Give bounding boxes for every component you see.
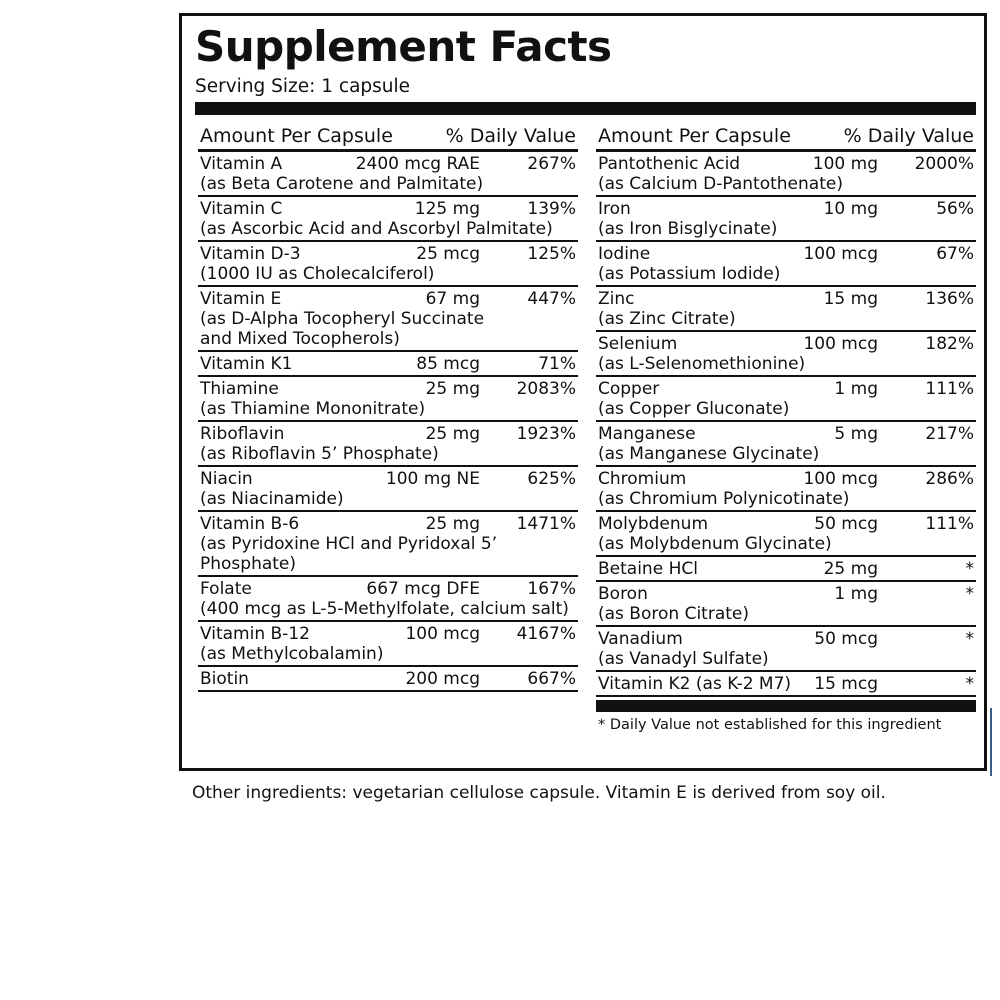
nutrient-amount: 15 mg <box>823 289 878 309</box>
nutrient-amount: 100 mg <box>812 154 878 174</box>
nutrient-daily-value: * <box>965 559 974 579</box>
nutrient-name: Zinc <box>598 289 635 309</box>
nutrient-daily-value: 125% <box>527 244 576 264</box>
nutrient-source: (as Molybdenum Glycinate) <box>598 534 832 554</box>
nutrient-row <box>596 467 976 512</box>
nutrient-name: Copper <box>598 379 660 399</box>
nutrient-source: (as Boron Citrate) <box>598 604 749 624</box>
nutrient-daily-value: 167% <box>527 579 576 599</box>
nutrient-line <box>200 289 576 309</box>
nutrient-daily-value: 4167% <box>516 624 576 644</box>
daily-value-header: % Daily Value <box>445 124 576 147</box>
nutrient-source: (as Pyridoxine HCl and Pyridoxal 5’ <box>200 534 498 554</box>
nutrient-amount: 85 mcg <box>416 354 480 374</box>
nutrient-name: Selenium <box>598 334 678 354</box>
nutrient-daily-value: 447% <box>527 289 576 309</box>
nutrient-line <box>200 354 576 374</box>
nutrient-source: (as L-Selenomethionine) <box>598 354 806 374</box>
nutrient-daily-value: 182% <box>925 334 974 354</box>
nutrient-daily-value: * <box>965 584 974 604</box>
nutrient-line <box>598 469 974 489</box>
nutrient-line <box>200 154 576 174</box>
nutrient-name: Thiamine <box>200 379 279 399</box>
right-rows <box>596 152 976 697</box>
nutrient-row <box>596 672 976 697</box>
nutrient-source: (as Niacinamide) <box>200 489 344 509</box>
nutrient-row <box>596 242 976 287</box>
column-header <box>596 122 976 152</box>
nutrient-amount: 125 mg <box>414 199 480 219</box>
nutrient-row <box>198 667 578 692</box>
nutrient-row <box>198 152 578 197</box>
nutrient-source: (as Copper Gluconate) <box>598 399 790 419</box>
nutrient-name: Chromium <box>598 469 687 489</box>
nutrient-line <box>200 199 576 219</box>
nutrient-amount: 100 mcg <box>405 624 480 644</box>
nutrient-line <box>200 514 576 534</box>
nutrient-name: Vitamin B-6 <box>200 514 300 534</box>
nutrient-row <box>596 287 976 332</box>
nutrient-name: Riboflavin <box>200 424 285 444</box>
nutrient-daily-value: 71% <box>538 354 576 374</box>
column-header <box>198 122 578 152</box>
nutrient-line <box>598 199 974 219</box>
nutrient-name: Boron <box>598 584 648 604</box>
nutrient-name: Vitamin K1 <box>200 354 293 374</box>
nutrient-name: Biotin <box>200 669 249 689</box>
nutrient-amount: 50 mcg <box>814 514 878 534</box>
nutrient-amount: 25 mcg <box>416 244 480 264</box>
nutrient-row <box>596 152 976 197</box>
nutrient-amount: 15 mcg <box>814 674 878 694</box>
nutrient-line <box>598 244 974 264</box>
nutrient-daily-value: 625% <box>527 469 576 489</box>
nutrient-line <box>200 244 576 264</box>
nutrient-name: Iron <box>598 199 631 219</box>
amount-header: Amount Per Capsule <box>598 124 791 147</box>
nutrient-daily-value: 1471% <box>516 514 576 534</box>
nutrient-amount: 100 mg NE <box>385 469 480 489</box>
nutrient-row <box>596 332 976 377</box>
nutrient-amount: 2400 mcg RAE <box>355 154 480 174</box>
nutrient-source: (as Ascorbic Acid and Ascorbyl Palmitate) <box>200 219 553 239</box>
nutrient-row <box>596 422 976 467</box>
supplement-facts-panel <box>179 13 987 771</box>
nutrient-daily-value: 267% <box>527 154 576 174</box>
nutrient-name: Manganese <box>598 424 696 444</box>
left-column <box>198 122 578 692</box>
nutrient-row <box>596 582 976 627</box>
nutrient-name: Vitamin C <box>200 199 283 219</box>
amount-header: Amount Per Capsule <box>200 124 393 147</box>
nutrient-row <box>198 512 578 577</box>
nutrient-amount: 1 mg <box>834 379 878 399</box>
nutrient-amount: 100 mcg <box>803 469 878 489</box>
nutrient-line <box>598 559 974 579</box>
nutrient-line <box>598 424 974 444</box>
footer-divider <box>596 700 976 712</box>
nutrient-name: Vitamin A <box>200 154 283 174</box>
nutrient-amount: 200 mcg <box>405 669 480 689</box>
nutrient-row <box>198 377 578 422</box>
panel-title: Supplement Facts <box>195 22 612 71</box>
nutrient-line <box>598 334 974 354</box>
nutrient-row <box>596 197 976 242</box>
nutrient-row <box>198 422 578 467</box>
nutrient-line <box>200 669 576 689</box>
nutrient-daily-value: 111% <box>925 514 974 534</box>
nutrient-daily-value: 56% <box>936 199 974 219</box>
right-column <box>596 122 976 734</box>
nutrient-source: and Mixed Tocopherols) <box>200 329 400 349</box>
nutrient-amount: 100 mcg <box>803 334 878 354</box>
nutrient-daily-value: 667% <box>527 669 576 689</box>
nutrient-daily-value: * <box>965 674 974 694</box>
nutrient-amount: 67 mg <box>425 289 480 309</box>
nutrient-source: (as Beta Carotene and Palmitate) <box>200 174 484 194</box>
nutrient-source: (400 mcg as L-5-Methylfolate, calcium salt) <box>200 599 569 619</box>
nutrient-line <box>200 424 576 444</box>
nutrient-source: (1000 IU as Cholecalciferol) <box>200 264 435 284</box>
nutrient-row <box>198 287 578 352</box>
nutrient-source: (as Zinc Citrate) <box>598 309 736 329</box>
nutrient-source: (as D-Alpha Tocopheryl Succinate <box>200 309 485 329</box>
nutrient-amount: 5 mg <box>834 424 878 444</box>
nutrient-line <box>200 469 576 489</box>
nutrient-row <box>596 377 976 422</box>
daily-value-header: % Daily Value <box>843 124 974 147</box>
nutrient-daily-value: 139% <box>527 199 576 219</box>
nutrient-name: Vanadium <box>598 629 683 649</box>
nutrient-daily-value: * <box>965 629 974 649</box>
nutrient-daily-value: 217% <box>925 424 974 444</box>
nutrient-source: (as Riboflavin 5’ Phosphate) <box>200 444 439 464</box>
nutrient-amount: 100 mcg <box>803 244 878 264</box>
nutrient-name: Betaine HCl <box>598 559 698 579</box>
nutrient-line <box>598 379 974 399</box>
nutrient-daily-value: 111% <box>925 379 974 399</box>
header-divider <box>195 102 976 115</box>
nutrient-line <box>598 289 974 309</box>
nutrient-row <box>596 557 976 582</box>
nutrient-source: (as Chromium Polynicotinate) <box>598 489 850 509</box>
other-ingredients: Other ingredients: vegetarian cellulose capsule. Vitamin E is derived from soy oil. <box>192 783 886 803</box>
nutrient-row <box>198 197 578 242</box>
nutrient-source: (as Thiamine Mononitrate) <box>200 399 426 419</box>
nutrient-amount: 10 mg <box>823 199 878 219</box>
nutrient-name: Pantothenic Acid <box>598 154 741 174</box>
nutrient-name: Iodine <box>598 244 651 264</box>
nutrient-amount: 50 mcg <box>814 629 878 649</box>
nutrient-amount: 25 mg <box>823 559 878 579</box>
nutrient-row <box>198 622 578 667</box>
nutrient-source: (as Vanadyl Sulfate) <box>598 649 769 669</box>
nutrient-name: Folate <box>200 579 252 599</box>
nutrient-line <box>598 629 974 649</box>
nutrient-name: Vitamin K2 (as K-2 M7) <box>598 674 792 694</box>
nutrient-amount: 25 mg <box>425 424 480 444</box>
nutrient-amount: 1 mg <box>834 584 878 604</box>
nutrient-source: Phosphate) <box>200 554 297 574</box>
nutrient-source: (as Potassium Iodide) <box>598 264 781 284</box>
nutrient-name: Niacin <box>200 469 253 489</box>
nutrient-daily-value: 136% <box>925 289 974 309</box>
nutrient-name: Vitamin D-3 <box>200 244 301 264</box>
nutrient-row <box>198 242 578 287</box>
nutrient-row <box>596 627 976 672</box>
nutrient-line <box>598 674 974 694</box>
left-rows <box>198 152 578 692</box>
nutrient-source: (as Calcium D-Pantothenate) <box>598 174 843 194</box>
nutrient-amount: 25 mg <box>425 514 480 534</box>
nutrient-row <box>198 577 578 622</box>
nutrient-row <box>198 467 578 512</box>
nutrient-name: Vitamin E <box>200 289 282 309</box>
edge-fragment <box>990 708 999 776</box>
nutrient-row <box>198 352 578 377</box>
nutrient-daily-value: 67% <box>936 244 974 264</box>
nutrient-line <box>598 154 974 174</box>
nutrient-line <box>598 584 974 604</box>
nutrient-name: Molybdenum <box>598 514 709 534</box>
daily-value-footnote: * Daily Value not established for this ingredient <box>598 717 942 733</box>
nutrient-source: (as Iron Bisglycinate) <box>598 219 778 239</box>
serving-size: Serving Size: 1 capsule <box>195 76 411 97</box>
nutrient-daily-value: 1923% <box>516 424 576 444</box>
nutrient-line <box>200 579 576 599</box>
nutrient-row <box>596 512 976 557</box>
nutrient-daily-value: 286% <box>925 469 974 489</box>
nutrient-line <box>200 379 576 399</box>
nutrient-source: (as Manganese Glycinate) <box>598 444 820 464</box>
nutrient-line <box>598 514 974 534</box>
nutrient-amount: 25 mg <box>425 379 480 399</box>
nutrient-source: (as Methylcobalamin) <box>200 644 384 664</box>
nutrient-daily-value: 2000% <box>914 154 974 174</box>
nutrient-name: Vitamin B-12 <box>200 624 310 644</box>
nutrient-line <box>200 624 576 644</box>
nutrient-daily-value: 2083% <box>516 379 576 399</box>
nutrient-amount: 667 mcg DFE <box>366 579 480 599</box>
